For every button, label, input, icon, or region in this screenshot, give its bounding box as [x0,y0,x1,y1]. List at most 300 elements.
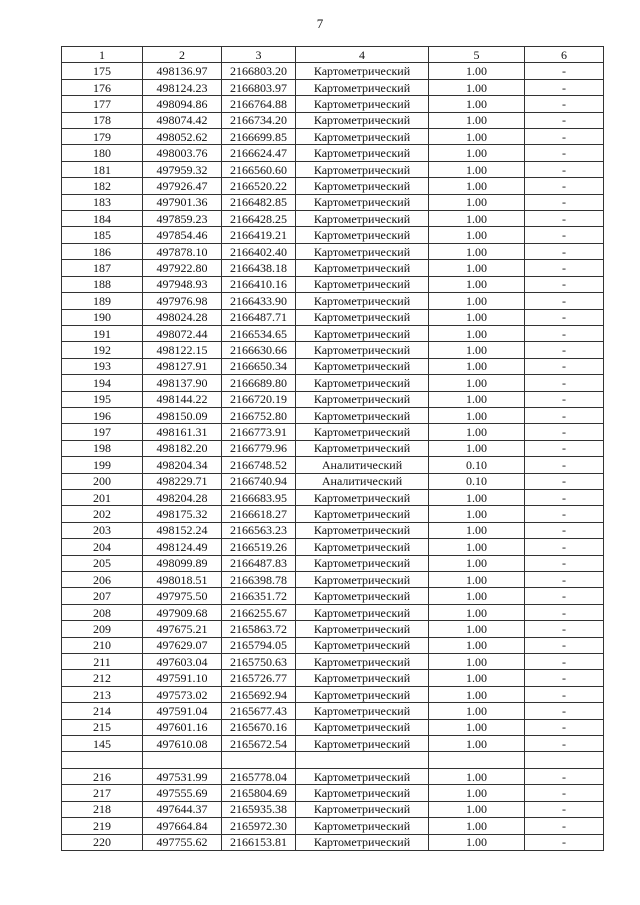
x-coordinate-cell: 497755.62 [143,834,222,850]
method-cell: Картометрический [296,801,429,817]
accuracy-cell: 1.00 [429,670,525,686]
accuracy-cell: 1.00 [429,801,525,817]
point-number-cell: 216 [62,768,143,784]
accuracy-cell: 1.00 [429,358,525,374]
accuracy-cell: 1.00 [429,211,525,227]
accuracy-cell: 1.00 [429,572,525,588]
table-row [62,407,604,423]
table-row [62,211,604,227]
table-row [62,424,604,440]
method-cell: Картометрический [296,539,429,555]
note-cell: - [525,194,604,210]
x-coordinate-cell: 497859.23 [143,211,222,227]
accuracy-cell: 1.00 [429,424,525,440]
point-number-cell: 195 [62,391,143,407]
x-coordinate-cell: 498175.32 [143,506,222,522]
method-cell: Картометрический [296,736,429,752]
method-cell: Картометрический [296,391,429,407]
table-row [62,178,604,194]
note-cell: - [525,785,604,801]
point-number-cell: 205 [62,555,143,571]
note-cell: - [525,79,604,95]
accuracy-cell: 1.00 [429,276,525,292]
accuracy-cell: 1.00 [429,178,525,194]
method-cell: Картометрический [296,227,429,243]
x-coordinate-cell: 498122.15 [143,342,222,358]
table-row [62,457,604,473]
point-number-cell: 209 [62,621,143,637]
accuracy-cell: 1.00 [429,818,525,834]
table-row [62,112,604,128]
table-row [62,440,604,456]
point-number-cell: 202 [62,506,143,522]
table-row [62,506,604,522]
note-cell: - [525,375,604,391]
x-coordinate-cell: 498124.49 [143,539,222,555]
point-number-cell: 181 [62,161,143,177]
table-row [62,604,604,620]
table-row [62,79,604,95]
point-number-cell: 175 [62,63,143,79]
x-coordinate-cell: 497591.04 [143,703,222,719]
y-coordinate-cell: 2166618.27 [222,506,296,522]
y-coordinate-cell: 2166683.95 [222,489,296,505]
y-coordinate-cell: 2166689.80 [222,375,296,391]
method-cell: Картометрический [296,818,429,834]
table-row [62,63,604,79]
x-coordinate-cell: 498074.42 [143,112,222,128]
x-coordinate-cell: 497603.04 [143,654,222,670]
table-row [62,129,604,145]
point-number-cell: 190 [62,309,143,325]
x-coordinate-cell: 497926.47 [143,178,222,194]
point-number-cell: 197 [62,424,143,440]
method-cell: Картометрический [296,489,429,505]
accuracy-cell: 1.00 [429,719,525,735]
y-coordinate-cell: 2165677.43 [222,703,296,719]
page-number: 7 [316,16,324,31]
y-coordinate-cell: 2166560.60 [222,161,296,177]
y-coordinate-cell: 2166402.40 [222,243,296,259]
method-cell: Картометрический [296,785,429,801]
table-row [62,375,604,391]
table-body [62,63,604,851]
point-number-cell: 212 [62,670,143,686]
table-row [62,834,604,850]
accuracy-cell: 1.00 [429,342,525,358]
x-coordinate-cell: 497555.69 [143,785,222,801]
method-cell: Картометрический [296,572,429,588]
note-cell: - [525,506,604,522]
method-cell: Картометрический [296,260,429,276]
x-coordinate-cell: 498094.86 [143,96,222,112]
method-cell: Картометрический [296,670,429,686]
note-cell: - [525,834,604,850]
y-coordinate-cell: 2165750.63 [222,654,296,670]
note-cell: - [525,801,604,817]
method-cell: Картометрический [296,293,429,309]
method-cell: Картометрический [296,96,429,112]
y-coordinate-cell: 2166699.85 [222,129,296,145]
point-number-cell: 182 [62,178,143,194]
note-cell: - [525,211,604,227]
table-row [62,670,604,686]
y-coordinate-cell: 2166433.90 [222,293,296,309]
method-cell: Картометрический [296,112,429,128]
accuracy-cell: 1.00 [429,129,525,145]
accuracy-cell: 0.10 [429,457,525,473]
table-row [62,391,604,407]
accuracy-cell: 1.00 [429,686,525,702]
accuracy-cell: 1.00 [429,604,525,620]
note-cell: - [525,522,604,538]
method-cell: Картометрический [296,79,429,95]
point-number-cell: 184 [62,211,143,227]
method-cell: Картометрический [296,342,429,358]
y-coordinate-cell: 2165670.16 [222,719,296,735]
point-number-cell: 189 [62,293,143,309]
method-cell: Картометрический [296,555,429,571]
note-cell: - [525,457,604,473]
method-cell: Картометрический [296,604,429,620]
table-row [62,719,604,735]
point-number-cell: 213 [62,686,143,702]
y-coordinate-cell: 2166519.26 [222,539,296,555]
method-cell: Картометрический [296,63,429,79]
point-number-cell: 220 [62,834,143,850]
x-coordinate-cell: 497975.50 [143,588,222,604]
x-coordinate-cell: 497591.10 [143,670,222,686]
x-coordinate-cell: 497601.16 [143,719,222,735]
point-number-cell: 200 [62,473,143,489]
column-header: 5 [429,47,525,63]
point-number-cell: 207 [62,588,143,604]
point-number-cell [62,752,143,768]
point-number-cell: 180 [62,145,143,161]
point-number-cell: 187 [62,260,143,276]
note-cell: - [525,768,604,784]
table-row [62,539,604,555]
accuracy-cell: 1.00 [429,293,525,309]
accuracy-cell: 1.00 [429,309,525,325]
accuracy-cell: 1.00 [429,63,525,79]
accuracy-cell: 1.00 [429,145,525,161]
method-cell: Картометрический [296,129,429,145]
table-row [62,801,604,817]
point-number-cell: 210 [62,637,143,653]
note-cell: - [525,96,604,112]
y-coordinate-cell: 2165778.04 [222,768,296,784]
x-coordinate-cell: 498124.23 [143,79,222,95]
y-coordinate-cell: 2166803.97 [222,79,296,95]
x-coordinate-cell: 498204.34 [143,457,222,473]
point-number-cell: 199 [62,457,143,473]
method-cell: Картометрический [296,375,429,391]
table-row [62,358,604,374]
y-coordinate-cell: 2166534.65 [222,325,296,341]
y-coordinate-cell: 2166740.94 [222,473,296,489]
note-cell: - [525,424,604,440]
x-coordinate-cell [143,752,222,768]
y-coordinate-cell: 2165972.30 [222,818,296,834]
y-coordinate-cell: 2166752.80 [222,407,296,423]
point-number-cell: 203 [62,522,143,538]
point-number-cell: 201 [62,489,143,505]
accuracy-cell: 1.00 [429,260,525,276]
y-coordinate-cell: 2166351.72 [222,588,296,604]
x-coordinate-cell: 498150.09 [143,407,222,423]
y-coordinate-cell: 2165804.69 [222,785,296,801]
point-number-cell: 183 [62,194,143,210]
x-coordinate-cell: 497573.02 [143,686,222,702]
y-coordinate-cell: 2166773.91 [222,424,296,440]
column-header: 6 [525,47,604,63]
accuracy-cell: 1.00 [429,539,525,555]
note-cell: - [525,604,604,620]
y-coordinate-cell: 2165863.72 [222,621,296,637]
x-coordinate-cell: 498137.90 [143,375,222,391]
table-row [62,752,604,768]
accuracy-cell: 1.00 [429,654,525,670]
note-cell: - [525,293,604,309]
table-row [62,325,604,341]
table-row [62,260,604,276]
x-coordinate-cell: 498072.44 [143,325,222,341]
note-cell: - [525,539,604,555]
y-coordinate-cell: 2165935.38 [222,801,296,817]
method-cell: Картометрический [296,325,429,341]
point-number-cell: 176 [62,79,143,95]
table-row [62,818,604,834]
note-cell: - [525,325,604,341]
y-coordinate-cell: 2166803.20 [222,63,296,79]
note-cell: - [525,555,604,571]
method-cell: Картометрический [296,637,429,653]
method-cell: Картометрический [296,243,429,259]
accuracy-cell: 1.00 [429,407,525,423]
point-number-cell: 177 [62,96,143,112]
y-coordinate-cell: 2166487.71 [222,309,296,325]
x-coordinate-cell: 498052.62 [143,129,222,145]
note-cell: - [525,440,604,456]
y-coordinate-cell: 2166720.19 [222,391,296,407]
table-row [62,703,604,719]
note-cell: - [525,243,604,259]
x-coordinate-cell: 498182.20 [143,440,222,456]
note-cell: - [525,489,604,505]
y-coordinate-cell: 2166153.81 [222,834,296,850]
table-row [62,309,604,325]
note-cell: - [525,227,604,243]
method-cell: Картометрический [296,309,429,325]
method-cell: Картометрический [296,621,429,637]
note-cell: - [525,260,604,276]
point-number-cell: 208 [62,604,143,620]
point-number-cell: 194 [62,375,143,391]
accuracy-cell: 1.00 [429,522,525,538]
method-cell: Картометрический [296,424,429,440]
method-cell: Картометрический [296,506,429,522]
point-number-cell: 192 [62,342,143,358]
note-cell: - [525,178,604,194]
accuracy-cell: 1.00 [429,703,525,719]
accuracy-cell: 1.00 [429,736,525,752]
coordinates-table [61,46,604,851]
y-coordinate-cell: 2166630.66 [222,342,296,358]
point-number-cell: 191 [62,325,143,341]
y-coordinate-cell: 2166764.88 [222,96,296,112]
accuracy-cell: 1.00 [429,391,525,407]
method-cell: Картометрический [296,145,429,161]
method-cell: Картометрический [296,407,429,423]
note-cell: - [525,407,604,423]
point-number-cell: 211 [62,654,143,670]
note-cell: - [525,670,604,686]
y-coordinate-cell: 2166520.22 [222,178,296,194]
note-cell: - [525,686,604,702]
accuracy-cell: 1.00 [429,621,525,637]
y-coordinate-cell: 2166748.52 [222,457,296,473]
note-cell: - [525,572,604,588]
method-cell: Картометрический [296,358,429,374]
note-cell: - [525,145,604,161]
point-number-cell: 198 [62,440,143,456]
point-number-cell: 145 [62,736,143,752]
accuracy-cell: 1.00 [429,785,525,801]
method-cell: Аналитический [296,457,429,473]
accuracy-cell: 1.00 [429,588,525,604]
point-number-cell: 196 [62,407,143,423]
column-header: 2 [143,47,222,63]
table-row [62,161,604,177]
y-coordinate-cell: 2166438.18 [222,260,296,276]
note-cell: - [525,112,604,128]
table-row [62,785,604,801]
x-coordinate-cell: 497959.32 [143,161,222,177]
table-row [62,227,604,243]
table-row [62,293,604,309]
note-cell: - [525,391,604,407]
note-cell: - [525,161,604,177]
x-coordinate-cell: 497922.80 [143,260,222,276]
table-header-row [62,47,604,63]
note-cell: - [525,129,604,145]
method-cell: Картометрический [296,719,429,735]
x-coordinate-cell: 498161.31 [143,424,222,440]
note-cell: - [525,63,604,79]
y-coordinate-cell: 2166624.47 [222,145,296,161]
y-coordinate-cell [222,752,296,768]
accuracy-cell: 1.00 [429,375,525,391]
x-coordinate-cell: 498003.76 [143,145,222,161]
note-cell: - [525,654,604,670]
x-coordinate-cell: 498144.22 [143,391,222,407]
column-header: 1 [62,47,143,63]
y-coordinate-cell: 2166482.85 [222,194,296,210]
note-cell: - [525,358,604,374]
x-coordinate-cell: 497909.68 [143,604,222,620]
note-cell: - [525,703,604,719]
x-coordinate-cell: 498024.28 [143,309,222,325]
accuracy-cell: 1.00 [429,637,525,653]
x-coordinate-cell: 497675.21 [143,621,222,637]
accuracy-cell: 1.00 [429,161,525,177]
point-number-cell: 215 [62,719,143,735]
method-cell: Картометрический [296,522,429,538]
accuracy-cell: 1.00 [429,489,525,505]
y-coordinate-cell: 2165794.05 [222,637,296,653]
method-cell: Картометрический [296,161,429,177]
accuracy-cell: 1.00 [429,112,525,128]
method-cell: Картометрический [296,834,429,850]
table-row [62,588,604,604]
table-row [62,194,604,210]
note-cell: - [525,736,604,752]
point-number-cell: 185 [62,227,143,243]
y-coordinate-cell: 2166428.25 [222,211,296,227]
y-coordinate-cell: 2166650.34 [222,358,296,374]
x-coordinate-cell: 497854.46 [143,227,222,243]
accuracy-cell: 1.00 [429,79,525,95]
table-row [62,555,604,571]
table-row [62,145,604,161]
table-row [62,572,604,588]
point-number-cell: 219 [62,818,143,834]
table-row [62,654,604,670]
method-cell: Аналитический [296,473,429,489]
y-coordinate-cell: 2166734.20 [222,112,296,128]
note-cell: - [525,276,604,292]
point-number-cell: 217 [62,785,143,801]
note-cell: - [525,342,604,358]
table-row [62,621,604,637]
table-row [62,243,604,259]
note-cell: - [525,309,604,325]
x-coordinate-cell: 498127.91 [143,358,222,374]
column-header: 3 [222,47,296,63]
y-coordinate-cell: 2166779.96 [222,440,296,456]
y-coordinate-cell: 2165672.54 [222,736,296,752]
x-coordinate-cell: 498152.24 [143,522,222,538]
point-number-cell: 214 [62,703,143,719]
x-coordinate-cell: 497878.10 [143,243,222,259]
y-coordinate-cell: 2166563.23 [222,522,296,538]
method-cell: Картометрический [296,194,429,210]
note-cell: - [525,473,604,489]
y-coordinate-cell: 2166398.78 [222,572,296,588]
point-number-cell: 218 [62,801,143,817]
table-row [62,736,604,752]
point-number-cell: 188 [62,276,143,292]
accuracy-cell: 1.00 [429,96,525,112]
accuracy-cell: 1.00 [429,555,525,571]
x-coordinate-cell: 497948.93 [143,276,222,292]
method-cell: Картометрический [296,276,429,292]
table-row [62,686,604,702]
accuracy-cell: 1.00 [429,768,525,784]
method-cell [296,752,429,768]
y-coordinate-cell: 2166410.16 [222,276,296,292]
y-coordinate-cell: 2166255.67 [222,604,296,620]
method-cell: Картометрический [296,686,429,702]
method-cell: Картометрический [296,211,429,227]
method-cell: Картометрический [296,654,429,670]
accuracy-cell: 1.00 [429,227,525,243]
accuracy-cell: 1.00 [429,834,525,850]
method-cell: Картометрический [296,178,429,194]
accuracy-cell: 1.00 [429,194,525,210]
x-coordinate-cell: 497901.36 [143,194,222,210]
